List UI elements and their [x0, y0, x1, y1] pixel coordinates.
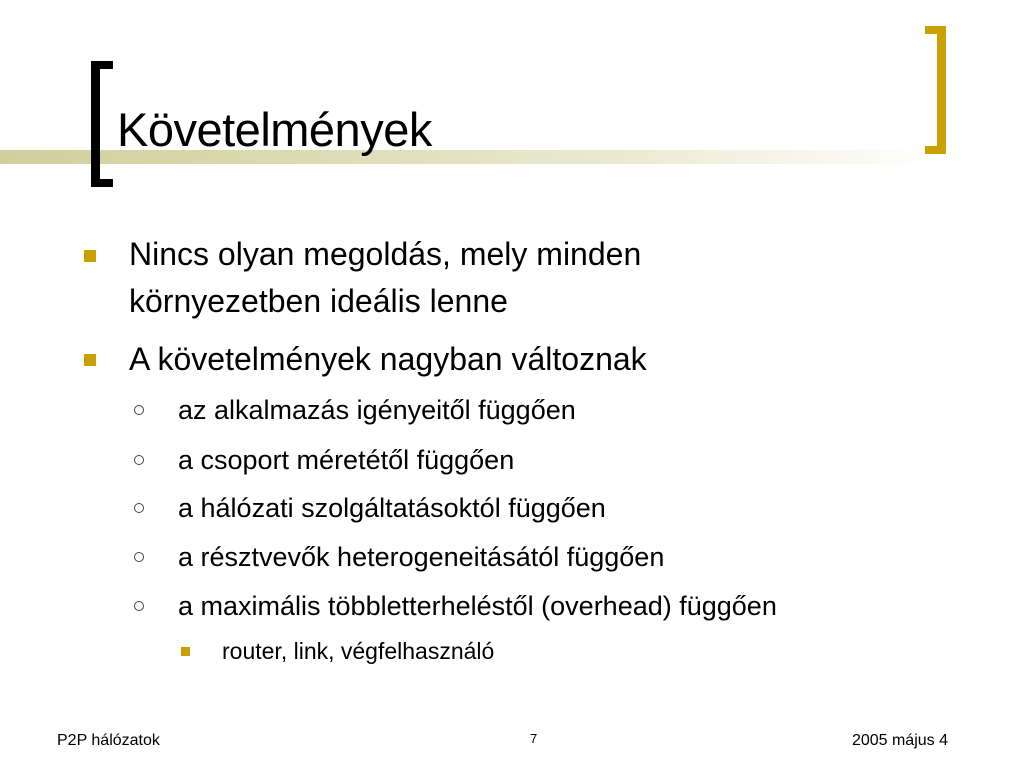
right-bracket-icon: [937, 26, 946, 154]
sub-bullet-item-1: az alkalmazás igényeitől függően: [178, 395, 576, 425]
footer-right-text: 2005 május 4: [851, 732, 948, 749]
sub-sub-bullet-item-1: router, link, végfelhasználó: [222, 638, 495, 664]
left-bracket-icon: [91, 61, 100, 187]
ring-bullet-icon: [134, 455, 144, 465]
ring-bullet-icon: [134, 503, 144, 513]
bullet-item-1-line-1: Nincs olyan megoldás, mely minden: [129, 236, 642, 272]
right-bracket-bottom-serif: [925, 146, 946, 154]
sub-bullet-item-5: a maximális többletterheléstől (overhead) függően: [178, 591, 777, 621]
sub-bullet-item-3: a hálózati szolgáltatásoktól függően: [178, 493, 606, 523]
ring-bullet-icon: [134, 601, 144, 611]
right-bracket-top-serif: [925, 26, 946, 34]
bullet-item-1-line-2: környezetben ideális lenne: [129, 283, 508, 319]
square-bullet-icon: [84, 250, 96, 262]
small-square-bullet-icon: [181, 647, 190, 656]
ring-bullet-icon: [134, 405, 144, 415]
square-bullet-icon: [84, 354, 96, 366]
footer-left-text: P2P hálózatok: [57, 732, 160, 749]
page-number: 7: [530, 731, 538, 746]
left-bracket-top-serif: [91, 61, 113, 69]
ring-bullet-icon: [134, 552, 144, 562]
sub-bullet-item-2: a csoport méretétől függően: [178, 445, 515, 475]
sub-bullet-item-4: a résztvevők heterogeneitásától függően: [178, 542, 665, 572]
left-bracket-bottom-serif: [91, 179, 113, 187]
bullet-item-2: A követelmények nagyban változnak: [129, 341, 647, 377]
slide-title: Követelmények: [117, 103, 432, 156]
